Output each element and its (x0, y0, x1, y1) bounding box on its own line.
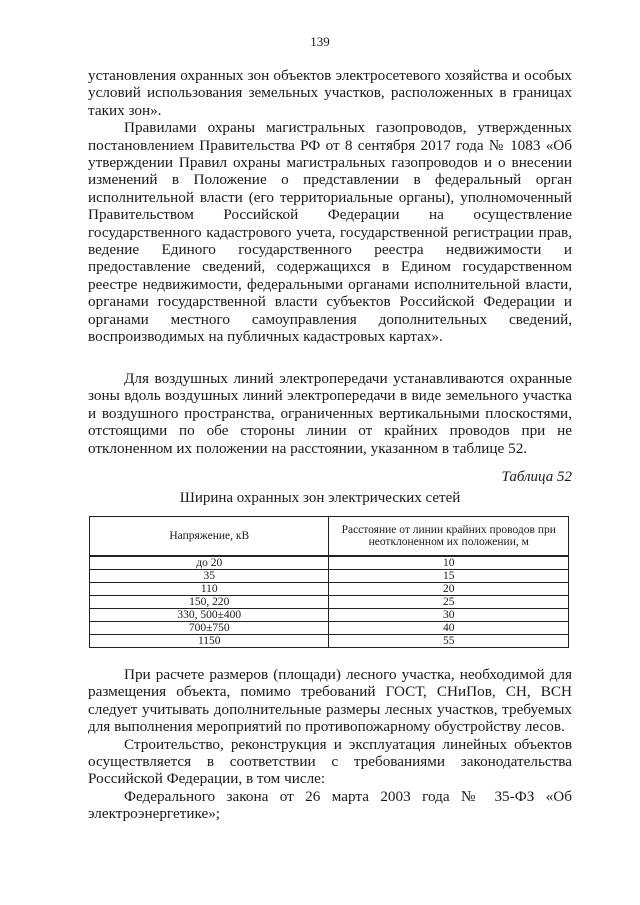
table-row (90, 570, 569, 583)
header-distance: Расстояние от линии крайних проводов при неотклоненном их положении, м (329, 517, 569, 557)
page-number: 139 (310, 34, 330, 49)
paragraph: Федерального закона от 26 марта 2003 года № 35-ФЗ «Об электроэнергетике»; (88, 787, 572, 823)
text-block-3 (88, 666, 572, 823)
cell-voltage: 700±750 (90, 622, 329, 635)
paragraph: установления охранных зон объектов электросетевого хозяйства и особых условий использования земельных участков, расположенных в границах таких зон». (88, 67, 572, 119)
table-row (90, 583, 569, 596)
text-block-1 (88, 67, 572, 346)
table-row (90, 609, 569, 622)
paragraph: Строительство, реконструкция и эксплуатация линейных объектов осуществляется в соответствии с требованиями законодательства Российской Федерации, в том числе: (88, 735, 572, 788)
table-row (90, 596, 569, 609)
table-row (90, 622, 569, 635)
table-row (90, 556, 569, 570)
cell-distance: 55 (329, 635, 569, 648)
text-block-2 (88, 370, 572, 457)
table-row (90, 635, 569, 648)
header-voltage: Напряжение, кВ (90, 517, 329, 557)
cell-distance: 10 (329, 556, 569, 570)
cell-voltage: 330, 500±400 (90, 609, 329, 622)
paragraph: Правилами охраны магистральных газопроводов, утвержденных постановлением Правительства РФ от 8 сентября 2017 года № 1083 «Об утверждении Правил охраны магистральных газопроводов и о внесении изменений в Положение о представлении в федеральный орган исполнительной власти (его территориальные органы), уполномоченный Правительством Российской Федерации на осуществление государственного кадастрового учета, государственной регистрации прав, ведение Единого государственного реестра недвижимости и предоставление сведений, содержащихся в Едином государственном реестре недвижимости, федеральными органами исполнительной власти, органами государственной власти субъектов Российской Федерации и органами местного самоуправления дополнительных сведений, воспроизводимых на публичных кадастровых картах». (88, 119, 572, 346)
cell-voltage: 150, 220 (90, 596, 329, 609)
table-header-row (90, 517, 569, 557)
cell-voltage: 110 (90, 583, 329, 596)
table-label: Таблица 52 (501, 469, 572, 485)
paragraph: При расчете размеров (площади) лесного участка, необходимой для размещения объекта, помимо требований ГОСТ, СНиПов, СН, ВСН следует учитывать дополнительные размеры лесных участков, требуемых для выполнения мероприятий по противопожарному обустройству лесов. (88, 666, 572, 736)
cell-voltage: 35 (90, 570, 329, 583)
cell-distance: 15 (329, 570, 569, 583)
cell-voltage: до 20 (90, 556, 329, 570)
protection-zone-table (89, 516, 569, 648)
paragraph: Для воздушных линий электропередачи устанавливаются охранные зоны вдоль воздушных линий электропередачи в виде земельного участка и воздушного пространства, ограниченных вертикальными плоскостями, отстоящими по обе стороны линии от крайних проводов при не отклоненном их положении на расстоянии, указанном в таблице 52. (88, 370, 572, 457)
cell-voltage: 1150 (90, 635, 329, 648)
cell-distance: 40 (329, 622, 569, 635)
cell-distance: 25 (329, 596, 569, 609)
cell-distance: 20 (329, 583, 569, 596)
table-title: Ширина охранных зон электрических сетей (179, 490, 461, 506)
cell-distance: 30 (329, 609, 569, 622)
